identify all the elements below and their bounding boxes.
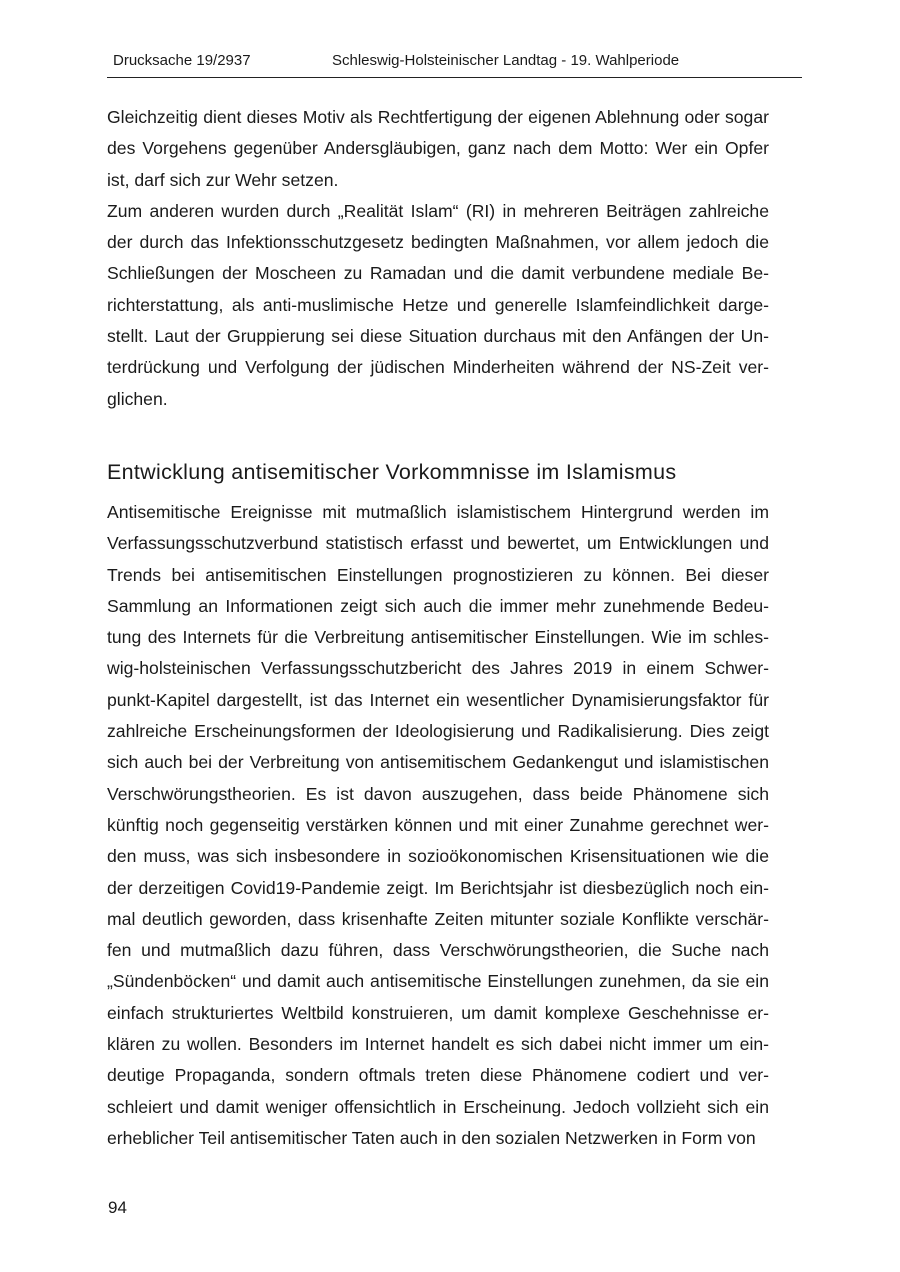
page-header	[107, 50, 802, 78]
paragraph: Antisemitische Ereignisse mit mutmaßlich islamistischem Hintergrund werden im Verfassungsschutzverbund statistisch erfasst und bewertet, um Entwicklungen und Trends bei antisemitischen Einstellungen prognostizieren zu können. Bei dieser Sammlung an Informationen zeigt sich auch die immer mehr zunehmende Bedeutung des Internets für die Verbreitung antisemitischer Einstellungen. Wie im schleswig-holsteinischen Verfassungsschutzbericht des Jahres 2019 in einem Schwerpunkt-Kapitel dargestellt, ist das Internet ein wesentlicher Dynamisierungsfaktor für zahlreiche Erscheinungsformen der Ideologisierung und Radikalisierung. Dies zeigt sich auch bei der Verbreitung von antisemitischem Gedankengut und islamistischen Verschwörungstheorien. Es ist davon auszugehen, dass beide Phänomene sich künftig noch gegenseitig verstärken können und mit einer Zunahme gerechnet werden muss, was sich insbesondere in sozioökonomischen Krisensituationen wie die der derzeitigen Covid19-Pandemie zeigt. Im Berichtsjahr ist diesbezüglich noch einmal deutlich geworden, dass krisenhafte Zeiten mitunter soziale Konflikte verschärfen und mutmaßlich dazu führen, dass Verschwörungstheorien, die Suche nach „Sündenböcken“ und damit auch antisemitische Einstellungen zunehmen, da sie ein einfach strukturiertes Weltbild konstruieren, um damit komplexe Geschehnisse erklären zu wollen. Besonders im Internet handelt es sich dabei nicht immer um eindeutige Propaganda, sondern oftmals treten diese Phänomene codiert und verschleiert und damit weniger offensichtlich in Erscheinung. Jedoch vollzieht sich ein erheblicher Teil antisemitischer Taten auch in den sozialen Netzwerken in Form von	[107, 502, 769, 1148]
main-text-block	[107, 497, 769, 1154]
intro-text-block	[107, 102, 769, 415]
section-heading: Entwicklung antisemitischer Vorkommnisse im Islamismus	[107, 460, 677, 484]
paragraph: Zum anderen wurden durch „Realität Islam“ (RI) in mehreren Beiträgen zahlreiche der durch das Infektionsschutzgesetz bedingten Maßnahmen, vor allem jedoch die Schließungen der Moscheen zu Ramadan und die damit verbundene mediale Berichterstattung, als anti-muslimische Hetze und generelle Islamfeindlichkeit dargestellt. Laut der Gruppierung sei diese Situation durchaus mit den Anfängen der Unterdrückung und Verfolgung der jüdischen Minderheiten während der NS-Zeit verglichen.	[107, 200, 769, 409]
header-title: Schleswig-Holsteinischer Landtag - 19. Wahlperiode	[332, 52, 680, 69]
paragraph: Gleichzeitig dient dieses Motiv als Rechtfertigung der eigenen Ablehnung oder sogar des Vorgehens gegenüber Andersgläubigen, ganz nach dem Motto: Wer ein Opfer ist, darf sich zur Wehr setzen.	[107, 107, 769, 190]
page-number: 94	[108, 1198, 127, 1217]
document-number: Drucksache 19/2937	[113, 52, 251, 69]
